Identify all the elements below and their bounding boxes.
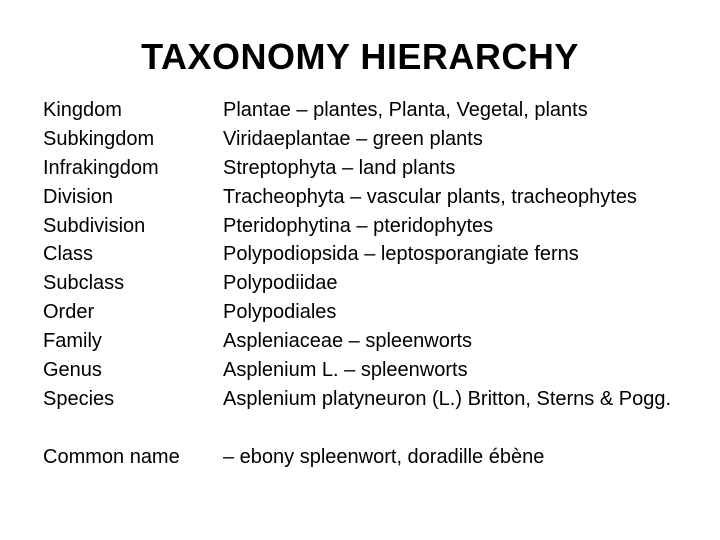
rank-label: Division	[43, 185, 114, 208]
taxonomy-row-subdivision	[0, 212, 720, 241]
taxonomy-table	[0, 96, 720, 472]
taxon-value: Polypodiales	[223, 301, 337, 324]
rank-label: Class	[43, 243, 94, 266]
taxonomy-row-kingdom	[0, 96, 720, 125]
taxon-value: Plantae – plantes, Planta, Vegetal, plants	[223, 99, 588, 121]
taxon-value: Asplenium L. – spleenworts	[223, 359, 468, 382]
taxonomy-row-common-name	[0, 443, 720, 472]
taxonomy-row-subclass	[0, 269, 720, 298]
rank-label: Infrakingdom	[43, 156, 159, 179]
common-name-label: Common name	[43, 445, 180, 468]
taxonomy-row-order	[0, 298, 720, 327]
taxonomy-row-genus	[0, 356, 720, 385]
taxon-value: Polypodiidae	[223, 272, 338, 295]
rank-label: Species	[43, 387, 115, 410]
slide-title: TAXONOMY HIERARCHY	[141, 36, 579, 77]
taxonomy-row-class	[0, 240, 720, 269]
taxon-value: Polypodiopsida – leptosporangiate ferns	[223, 243, 579, 266]
taxonomy-row-infrakingdom	[0, 154, 720, 183]
taxon-value: Streptophyta – land plants	[223, 156, 456, 179]
taxon-value: Pteridophytina – pteridophytes	[223, 214, 494, 237]
taxon-value: Aspleniaceae – spleenworts	[223, 330, 473, 353]
rank-label: Subdivision	[43, 214, 146, 237]
rank-label: Genus	[43, 359, 102, 382]
rank-label: Family	[43, 330, 102, 353]
rank-label: Subkingdom	[43, 127, 155, 150]
rank-label: Order	[43, 301, 95, 324]
taxonomy-row-division	[0, 183, 720, 212]
taxonomy-row-species	[0, 385, 720, 414]
rank-label: Kingdom	[43, 99, 122, 121]
common-name-value: – ebony spleenwort, doradille ébène	[223, 445, 545, 468]
taxon-value: Tracheophyta – vascular plants, tracheophytes	[223, 185, 637, 208]
taxonomy-row-subkingdom	[0, 125, 720, 154]
taxonomy-row-family	[0, 327, 720, 356]
rank-label: Subclass	[43, 272, 125, 295]
taxon-value: Viridaeplantae – green plants	[223, 127, 483, 150]
taxon-value: Asplenium platyneuron (L.) Britton, Sterns & Pogg.	[223, 387, 672, 410]
